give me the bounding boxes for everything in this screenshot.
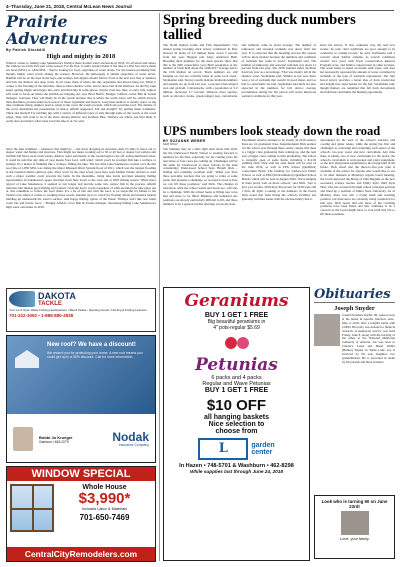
dakota-lines: Your Ice & Open Water Fishing Headquarters • Bait & Tackle • Sporting Goods • Hunting & Fishing Licenses <box>9 308 147 312</box>
birthday-photo <box>341 511 369 535</box>
obit-name: Joseph Snyder <box>334 305 375 312</box>
petunias-headline: Petunias <box>195 355 278 375</box>
nodak-insurance-ad <box>6 335 156 463</box>
center-word: center <box>251 449 273 456</box>
page-header <box>6 4 394 11</box>
dakota-phone: 701-222-3092 • 1-888-880-4938 <box>9 313 74 319</box>
geraniums-headline: Geraniums <box>184 291 289 311</box>
house-icon <box>15 350 39 368</box>
lowes-supplies: While supplies last through June 24, 2018 <box>190 469 283 474</box>
spring-body: The North Dakota Game and Fish Department's 71st annual spring breeding duck survey conducted in May showed an index of 2.9 million birds, down 5 percent from last year. Biggest pair fargo Anderson Butt! Breeding duck numbers for the duck species show that this is the 20th consecutive year. Both population of the number of birds held about the 1948-2017 average and is the 15th highest on record. 'Duck numbers are still hanging on, but are certainly better in some local areas,' Szymanski said. Survey results indicate mallards numbers and pintails are up from last year, a percent, blue-winged teal, and gadwall. Canvasbacks, with a population of 5.0 million, increased 5.7 percent. Whereas most species, such as shoveler, ducks, green-winged teal, canvasbacks and redheads came in about average. The number of temporary and seasonal wetlands was down from last year. 'It is expected that the breeding success this season will be more modest because the numbers and condition of wetlands has come in lower,' Szymanski said. The number of temporary and seasonal wetlands was down 21 percent from last year. The 2018 wetland index declined from last year as a percentage. 'That was mostly left in the shallow water. Szymanski said. 'Similar to last year, there were a lot of wetlands that weren't in good shape, and we had to count them,' he said. Szymanski said birds are also expected in the numbers for fall. Above average precipitation during the fall period will create improved wetland conditions for this year. <box>163 44 316 98</box>
garden-word: garden <box>251 442 275 449</box>
nodak-sub: Insurance Company <box>118 443 149 447</box>
subhead: High and mighty in 2018 <box>46 53 116 60</box>
window-icon <box>10 484 54 532</box>
agent-name: Bobbi Jo Krueger <box>39 434 73 440</box>
ups-byline: BY SUZANNE WEBER <box>163 139 206 143</box>
off-headline: $10 OFF <box>206 397 267 414</box>
ups-headline: UPS numbers look steady down the road <box>163 125 381 138</box>
off-line1: all hanging baskets <box>204 414 269 421</box>
window-special-ad <box>6 466 156 562</box>
off-line2: Nice selection to <box>208 421 265 428</box>
petunias-line3: BUY 1 GET 1 FREE <box>204 387 269 394</box>
column-title: Prairie Adventures <box>6 13 108 48</box>
geraniums-line1: BUY 1 GET 1 FREE <box>204 312 269 319</box>
spring-headline: Spring breeding duck numbers tallied <box>163 13 356 43</box>
ups-body3: surrounded by the west of the school's entrance and cooling and gutter issues, while the spring has first and challenges to reviewing and evaluating each aspect of the school's two-year roster and new curriculum. Any time there is taking care of new curriculum for the board, the school's curriculum is well-stocked and plant equipment, so the new playground equipment to the playground in the future. Dick noted that the three-to-five-year plan is available at the school for anyone who would like to see it. In other business at Monday's regular board meeting, the board approved the hiring of John Barguhe as the new secondary science teacher and Emily Kyle, third Kyle Hoar who has accepted the high school principal position and lined up a position at Minot State University. As of Monday, there was still a trying math and teaching position, but interviews are currently being conducted for that spot. Dick noted that one more of the coaching positions have been filled, and that continues to be a concern as the board might have to wait until this fall to fill those positions. <box>320 139 395 217</box>
lowes-logo-icon: L <box>198 438 248 460</box>
off-line3: choose from <box>215 428 258 435</box>
lowes-garden-ad <box>163 287 310 561</box>
lowes-locations: In Hazen • 748-5701 & Washburn • 462-8298 <box>179 463 294 469</box>
obit-body: Joseph Freeman Snyder, 86, passed away at his home in Apache Junction, Ariz., May 4, 2018, after a lengthy battle with COPD. His body was donated to medical research. A memorial service was held Friday, June 8, along with the burying of his ashes at the National Memorial Cemetery at Arizona. Joe was born to Clarence Louis and Hazel Waller (Hunter) Snyder in Turtle Lake. Joe is survived by his son, daughter, two grandchildren. He is preceded in death by his parents and three brothers. <box>342 314 395 364</box>
nodak-brand: Nodak <box>112 430 149 444</box>
prairie-adventures-column <box>6 13 156 285</box>
spring-body-col3: since the survey. 'It also continues over the next few weeks,' he said. 'And conditions are poor enough to be conducive to raising broods,' he said. Szymanski said a concern about habitat remains, as overall conditions weren't very good with fewer Conservation Reserve Program acres, and habitat conservation in other sections. The water index is based on basins with water, and does not necessarily represent the amount of water contained in wetlands or the type of wetlands represented. The July brood survey provides a better idea of duck production and insight into expectations for the fall, Szymanski said, though hunters are reminded that fall duck movements and behaviors determine the hunting opportunity. <box>320 44 395 94</box>
geraniums-line2: Big beautiful geraniums in <box>207 319 266 325</box>
geraniums-line3: 4" pots-regular $5.69 <box>213 325 260 331</box>
fish-logo-icon <box>9 291 35 307</box>
spring-duck-article <box>163 13 395 123</box>
ups-article <box>163 125 395 283</box>
birthday-love: Love, your family <box>340 537 369 541</box>
obituaries-title: Obituaries <box>314 287 395 303</box>
page-header-text: 4–Thursday, June 21, 2018, Central McLean News Journal <box>6 4 132 9</box>
birthday-ad <box>314 495 395 559</box>
obituaries-column <box>314 287 395 561</box>
ups-body: The Summer may be a little light until about mid 2018, but the Underwood Public School is looking forward to numbers for the time, especially for the coming years the next three or four years are coming up. Challenges will be the same for Underwood as most schools in the state considering; Underwood School Supt. Brandt Dick – finding and retaining excellent staff. 'When you have three part-time teachers that are going to retire at some point, that presents a challenge, so we need to look at how we can fill those positions,' said Dick. The changes in education, what the school wants and needs are, will also be a challenge. With the school looks at filling new roles that and more to be filled. Business and industrial arts positions are already particularly difficult to fill, and those numbers to be a general teacher shortage across the state. <box>163 147 238 206</box>
dakota-name: DAKOTA <box>38 290 76 301</box>
article-body: When it comes to fishing Lake Sakakawea's Walleye these normal water elevations in 2018, it's all about and where the walleye are in the first part of the season. For the first, it really doesn't matter if the lake is 1,852 feet above mean sea level (MSL) or 1,840 MSL – they're looking for food, regardless of water levels. For the bounce-promising fish, though, higher water levels change the scenery. However, the philosophy is similar regardless of water levels. Baitfish will be on the feed in the bays, and walleye and anglers should follow. Food is the best tool. Rig or spinners and bait, the shallow and deep water. In all cases, there is where the tiny organisms and insects hang out. When it comes to the flooding of the shoreline, there is more shallow water, and so more bait in the shallows. As the Fig Lake keeps getting bigger and bigger into early and mid-July in some places, maybe even late June, or early July, anglers will want to focus on where the baitfish are hanging out, says Brad Hoffer, Bridger, Gifford, owner Bait & Tackle manager. Garrison. They will likely be in the weeds because that is where the warm water will be, which attracts their machines, protein-laden food source of those organisms and insects. Long lines shallow is mostly water, as the lake continues rising. Anglers need to relate to the cover the weeds provide, which also provides food. The density of the cover determines the presentation of choice, Affeldt suggested. Tall and straight? Try pulling small crankbaits. Thick and matted? Try pitching jigs with a variety of different types of tails through some of the weeds or the weed edges. They will want to be in the shore among shallow and northern Pike, 'Walleye are where you find them. It really does not matter what water level the lake is at,' he said. <box>6 61 156 124</box>
agent-photo <box>13 427 33 451</box>
petunias-line2: Regular and Wave Petunias <box>202 381 271 387</box>
window-price: $3,990* <box>78 490 131 507</box>
agent-location: Garrison • 463-2279 <box>39 439 69 444</box>
nodak-headline: New roof? We have a discount! <box>47 342 136 348</box>
nodak-lines: We reward you for protecting your home. A new roof means you could get up to a 50% discount. Call for more information. <box>47 351 143 360</box>
dakota-tackle-ad <box>6 288 156 332</box>
article-body-continued: Once the lake stabilizes – whenever that might be – and starts dropping in elevation, then it's time to move out to deeper water and humps and structure. That might not mean working out to 30 or 40 feet or deeper but walleye and baitfish will move away from weeds, shallow water and mostly as the weeds begin to die off, losing nutritional value. It could be said that any time of year means 'bare food, with wind,' which you'd be prodigal fish lake a walleye or perhaps it's a matter of thinking like a walleye, fishing the lake. The last time Lake Sakakawea crossed over the full pool line of 1,850 MSL was during the major Missouri River System flood of 2011, which was the longest flooding at the Garrison Dam's spillway gate. They won't be the ones seven years have seen Mother Nature decides to send such a major weather event towards the basin. In the meantime, rising lake levels provided amazing fishing opportunities in Sakakawea's upper stretches from New Town to the west end at 2018 fishing season. While that's typical of Lake Sakakawea, it seemed to last longer and provide some nice oxbow fish in the process. Affeldt indicates that muskie good fishing and tourists' catch the fewer words regardless of what elevation the lake plays out at. Just remember to follow the food chain. 'It's a lot of bait and with the food, to be respectful it's Dunes to the Tackle Cork where it comes to working those weeds. Another tip is to watch for floating debris and modern islands building up underneath the water's surface. And happy fishing. Quote of the Week: 'Walleye don't like real warm water but will follow food.' – Bridger Affeldt, Cows Bait & Tackle manager, discussing fishing Lake Sakakawea's high water elevations in 2018. <box>6 147 156 210</box>
window-line1: Whole House <box>82 484 127 491</box>
window-title: WINDOW SPECIAL <box>7 467 155 481</box>
birthday-text: Look who is turning 90 on June 23rd! <box>321 499 388 509</box>
window-url: CentralCityRemodelers.com <box>7 547 155 561</box>
column-divider <box>159 13 160 561</box>
ups-byline2: Staff Writer <box>163 142 178 146</box>
window-phone: 701-650-7469 <box>79 513 130 522</box>
window-line2: Includes Labor & Materials <box>82 507 127 511</box>
flower-icon <box>222 334 252 352</box>
petunias-line1: 6 packs and 4 packs <box>211 375 262 381</box>
dakota-sub: TACKLE <box>38 300 62 307</box>
ups-body2: Enrollment should continue to be steady. In 2019 seniors, there are 14, graduated class. Superintendent Dick pointed out the school year through these senior classes that there is a bigger class graduating than coming up, and the next year a bigger class coming in than graduating. The school is currently open of some funds, including a $12.00 building fund. Dick said the state funds will be paid on the June 2019, as well as EPA School (Qualified) Consortium Bond. The funding for Underwood Public School, as well as EPA (Environmental) Qualified School Bonds, which will be paid in August 2020. 'We're hanging in there pretty well on those schools,' said Dick. 'Just to give you an idea, 2018 may, 86 percent for 2018 were still a little bit light.' Looking at the numbers in the board, Dick noted that from hiring the school's facilities and generally includes issues with the enclosed entry that is <box>241 139 317 201</box>
byline: By Patrick Stockdill <box>6 48 46 52</box>
obit-photo <box>314 314 340 346</box>
